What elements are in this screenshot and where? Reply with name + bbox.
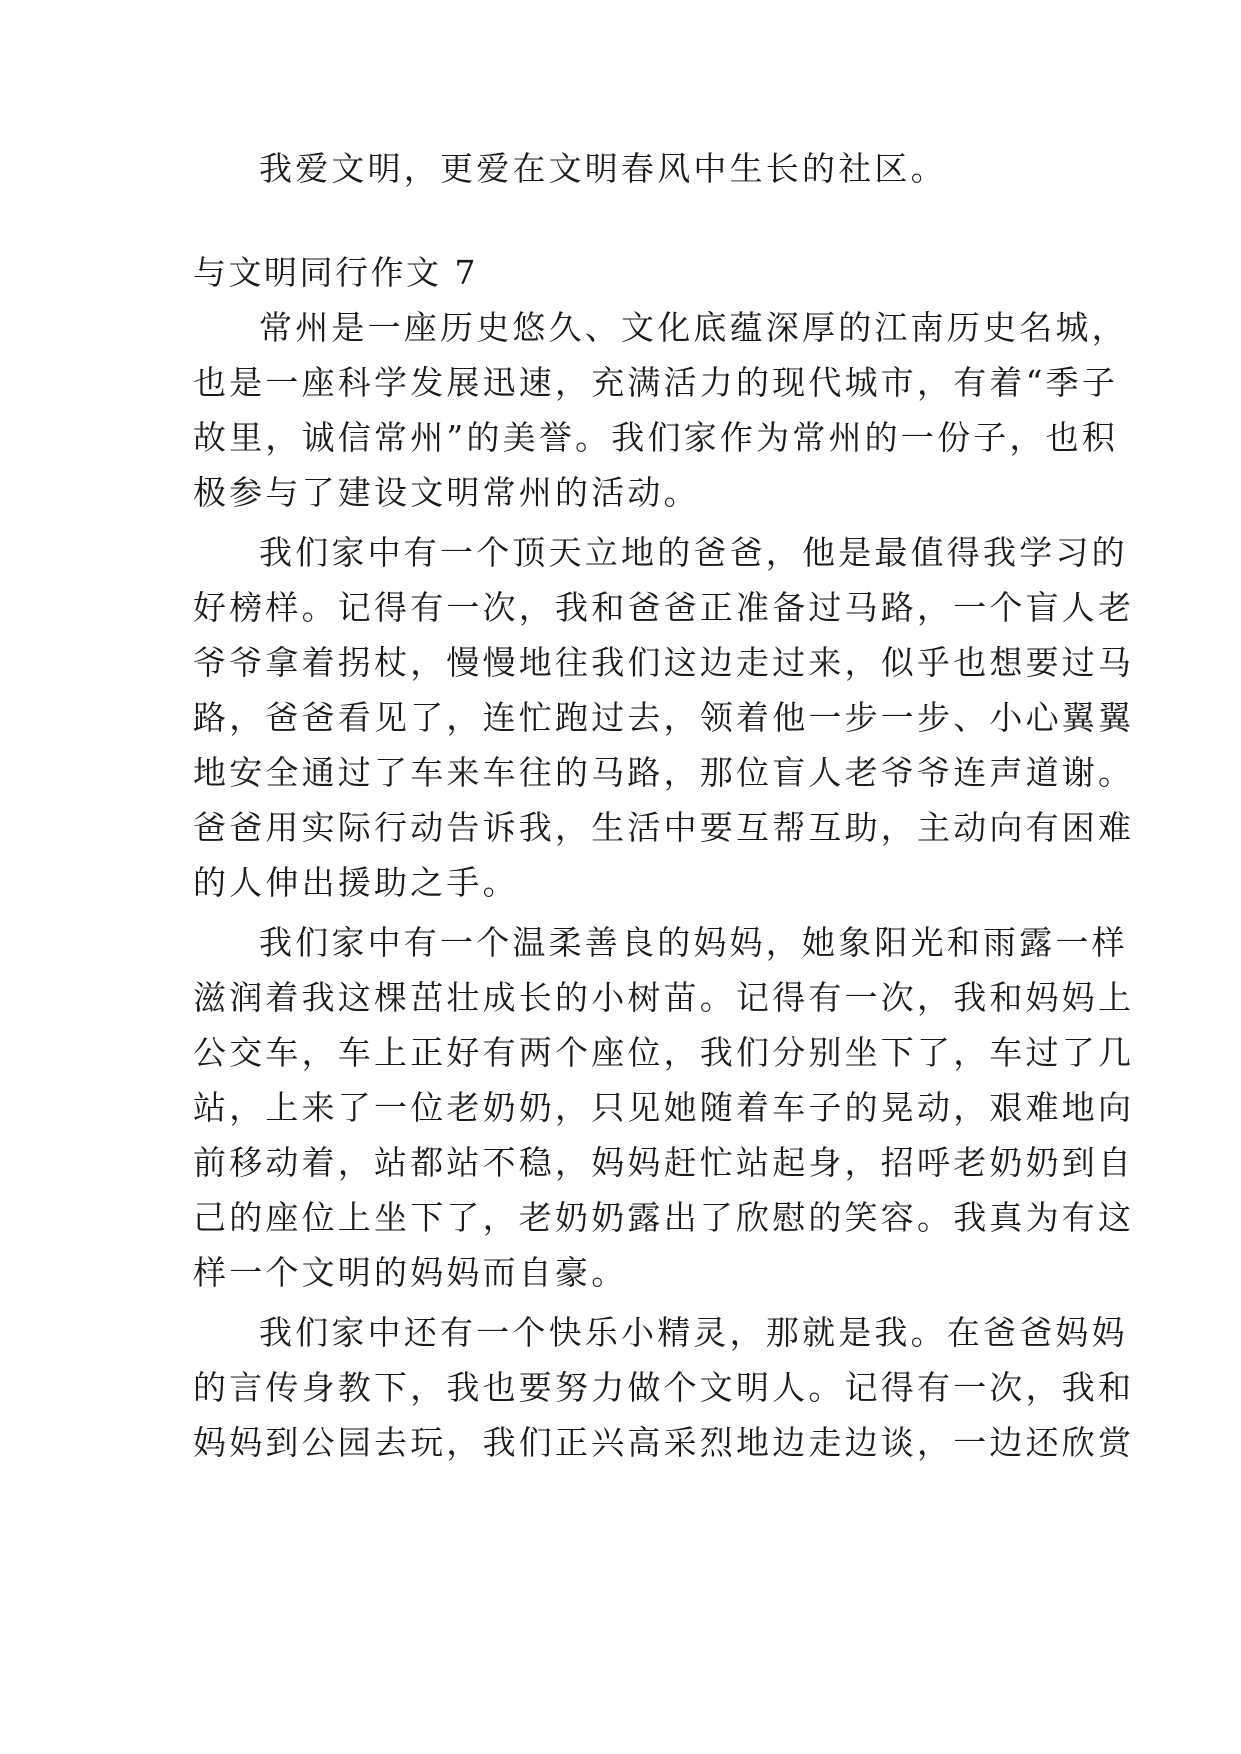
- essay-heading: 与文明同行作文 7: [193, 253, 478, 292]
- text-line: 好榜样。记得有一次，我和爸爸正准备过马路，一个盲人老: [193, 588, 1135, 627]
- text-line: 故里，诚信常州”的美誉。我们家作为常州的一份子，也积: [193, 418, 1119, 457]
- text-line: 妈妈到公园去玩，我们正兴高采烈地边走边谈，一边还欣赏: [193, 1423, 1135, 1462]
- intro-paragraph: 我爱文明，更爱在文明春风中生长的社区。: [259, 149, 947, 188]
- text-line: 路，爸爸看见了，连忙跑过去，领着他一步一步、小心翼翼: [193, 698, 1135, 737]
- text-line: 己的座位上坐下了，老奶奶露出了欣慰的笑容。我真为有这: [193, 1198, 1135, 1237]
- text-line: 极参与了建设文明常州的活动。: [193, 473, 700, 512]
- text-line: 我们家中有一个顶天立地的爸爸，他是最值得我学习的: [259, 533, 1128, 572]
- text-line: 爷爷拿着拐杖，慢慢地往我们这边走过来，似乎也想要过马: [193, 643, 1135, 682]
- text-line: 的言传身教下，我也要努力做个文明人。记得有一次，我和: [193, 1368, 1135, 1407]
- text-line: 滋润着我这棵茁壮成长的小树苗。记得有一次，我和妈妈上: [193, 978, 1135, 1017]
- text-line: 地安全通过了车来车往的马路，那位盲人老爷爷连声道谢。: [193, 753, 1135, 792]
- text-line: 公交车，车上正好有两个座位，我们分别坐下了，车过了几: [193, 1033, 1135, 1072]
- text-line: 常州是一座历史悠久、文化底蕴深厚的江南历史名城，: [259, 308, 1128, 347]
- text-line: 的人伸出援助之手。: [193, 863, 519, 902]
- text-line: 我们家中有一个温柔善良的妈妈，她象阳光和雨露一样: [259, 923, 1128, 962]
- text-line: 样一个文明的妈妈而自豪。: [193, 1253, 628, 1292]
- text-line: 也是一座科学发展迅速，充满活力的现代城市，有着“季子: [193, 363, 1119, 402]
- text-line: 站，上来了一位老奶奶，只见她随着车子的晃动，艰难地向: [193, 1088, 1135, 1127]
- text-line: 我们家中还有一个快乐小精灵，那就是我。在爸爸妈妈: [259, 1313, 1128, 1352]
- text-line: 前移动着，站都站不稳，妈妈赶忙站起身，招呼老奶奶到自: [193, 1143, 1135, 1182]
- text-line: 爸爸用实际行动告诉我，生活中要互帮互助，主动向有困难: [193, 808, 1135, 847]
